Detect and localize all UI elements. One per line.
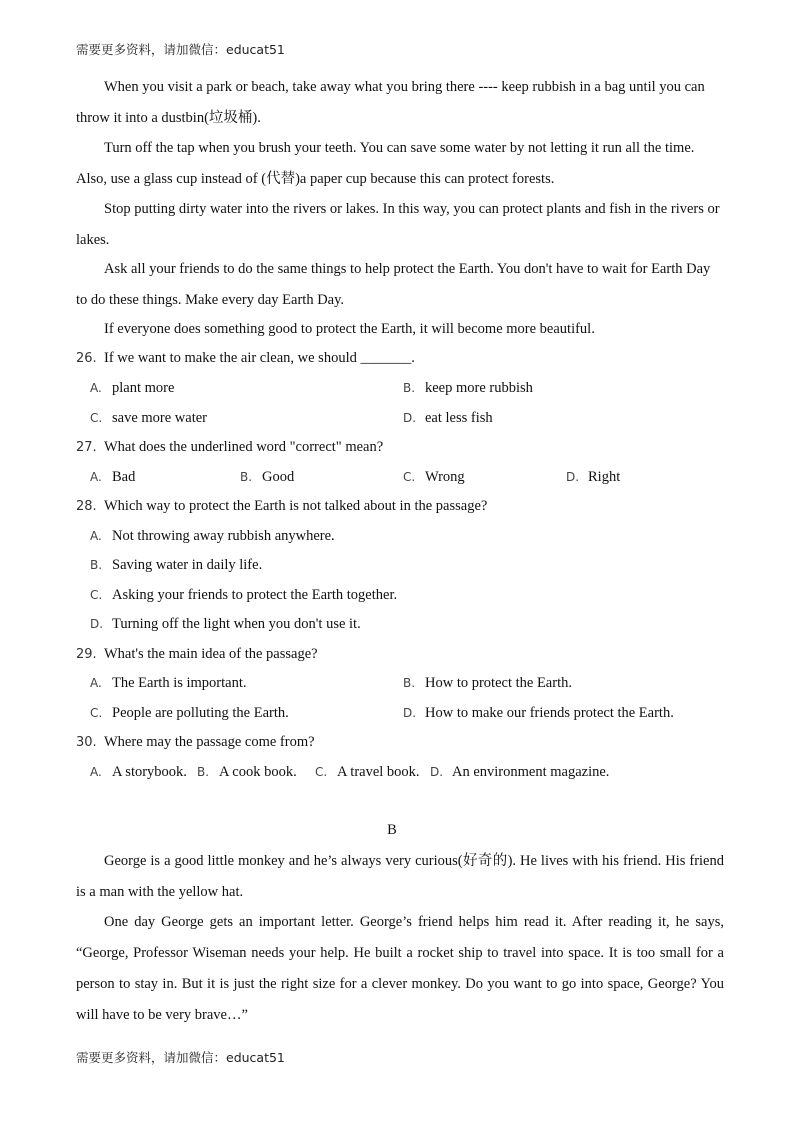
option-30-a[interactable]: A. A storybook. xyxy=(90,764,187,780)
option-30-c[interactable]: C. A travel book. xyxy=(315,764,420,780)
option-30-d[interactable]: D. An environment magazine. xyxy=(430,764,610,780)
option-28-c[interactable]: C. Asking your friends to protect the Earth together. xyxy=(90,587,398,603)
question-text: What does the underlined word "correct" mean? xyxy=(104,439,384,455)
option-28-b[interactable]: B. Saving water in daily life. xyxy=(90,557,263,573)
section-b-title: B xyxy=(387,822,397,838)
option-26-b[interactable]: B. keep more rubbish xyxy=(403,380,533,396)
passage-a-paragraph: When you visit a park or beach, take away what you bring there ---- keep rubbish in a bag until you can throw it into a dustbin(垃圾桶). xyxy=(76,79,705,126)
option-28-d[interactable]: D. Turning off the light when you don't use it. xyxy=(90,616,361,632)
question-30 xyxy=(76,734,315,751)
option-27-d[interactable]: D. Right xyxy=(566,469,621,485)
question-27 xyxy=(76,439,383,456)
footer-note: 需要更多资料，请加微信：educat51 xyxy=(76,1050,285,1065)
question-29 xyxy=(76,646,318,663)
option-29-d[interactable]: D. How to make our friends protect the Earth. xyxy=(403,705,674,721)
question-26 xyxy=(76,350,415,367)
option-30-b[interactable]: B. A cook book. xyxy=(197,764,297,780)
passage-a-paragraph: Turn off the tap when you brush your teeth. You can save some water by not letting it run all the time. Also, use a glass cup instead of (代替)a paper cup because this can protect forests. xyxy=(76,140,695,187)
passage-a-paragraph: If everyone does something good to protect the Earth, it will become more beautiful. xyxy=(104,321,595,337)
option-27-c[interactable]: C. Wrong xyxy=(403,469,465,485)
option-27-b[interactable]: B. Good xyxy=(240,469,295,485)
question-text: Which way to protect the Earth is not talked about in the passage? xyxy=(104,498,488,514)
passage-b-paragraph: One day George gets an important letter. George’s friend helps him read it. After reading it, he says, “George, Professor Wiseman needs your help. He built a rocket ship to travel into space. It is too small for a person to stay in. But it is just the right size for a clever monkey. Do you want to go into space, George? You will have to be very brave…” xyxy=(76,914,724,1023)
passage-a-paragraph: Ask all your friends to do the same things to help protect the Earth. You don't have to wait for Earth Day to do these things. Make every day Earth Day. xyxy=(76,261,711,308)
option-27-a[interactable]: A. Bad xyxy=(90,469,136,485)
question-text: Where may the passage come from? xyxy=(104,734,315,750)
question-number: 27. xyxy=(76,440,97,455)
question-28 xyxy=(76,498,487,515)
question-number: 29. xyxy=(76,647,97,662)
question-number: 30. xyxy=(76,735,97,750)
option-26-a[interactable]: A. plant more xyxy=(90,380,175,396)
option-29-a[interactable]: A. The Earth is important. xyxy=(90,675,247,691)
passage-b-paragraph: George is a good little monkey and he’s always very curious(好奇的). He lives with his friend. His friend is a man with the yellow hat. xyxy=(76,853,724,900)
header-note: 需要更多资料，请加微信：educat51 xyxy=(76,42,285,57)
passage-a-paragraph: Stop putting dirty water into the rivers or lakes. In this way, you can protect plants and fish in the rivers or lakes. xyxy=(76,201,720,248)
question-text: What's the main idea of the passage? xyxy=(104,646,318,662)
option-26-d[interactable]: D. eat less fish xyxy=(403,410,493,426)
question-number: 26. xyxy=(76,351,97,366)
option-26-c[interactable]: C. save more water xyxy=(90,410,208,426)
question-text: If we want to make the air clean, we should _______. xyxy=(104,350,415,366)
option-29-b[interactable]: B. How to protect the Earth. xyxy=(403,675,572,691)
option-28-a[interactable]: A. Not throwing away rubbish anywhere. xyxy=(90,528,335,544)
question-number: 28. xyxy=(76,499,97,514)
option-29-c[interactable]: C. People are polluting the Earth. xyxy=(90,705,289,721)
